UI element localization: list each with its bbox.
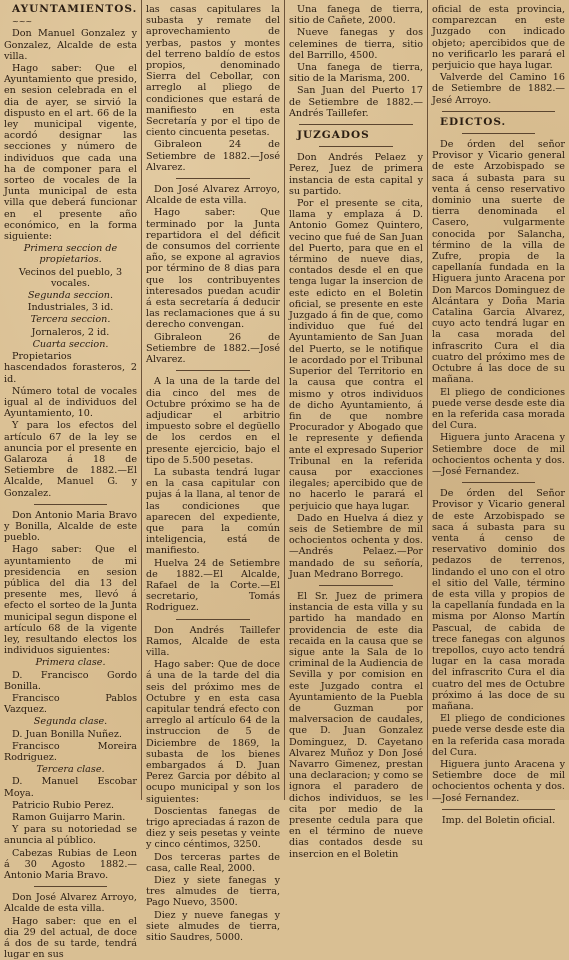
paragraph: Número total de vocales igual al de individuos del Ayuntamiento, 10. <box>4 385 137 420</box>
subsection-value: Industriales, 3 id. <box>27 302 114 314</box>
name-entry: D. Francisco Gordo Bonilla. <box>4 669 137 692</box>
paragraph: Gibraleon 24 de Setiembre de 1882.—José Alvarez. <box>146 139 280 173</box>
paragraph: Dos terceras partes de casa, calle Real, 2000. <box>146 851 280 874</box>
divider <box>319 585 393 586</box>
subsection-value: Jornaleros, 2 id. <box>31 326 110 338</box>
paragraph: Don Andrés Taillefer Ramos, Alcalde de esta villa. <box>146 624 280 658</box>
paragraph: Y para los efectos del artículo 67 de la ley se anuncia por el presente en Galaroza á 18 de Setiembre de 1882.—El Alcalde, Manuel G. y Gonzalez. <box>4 420 137 499</box>
paragraph: El Sr. Juez de primera instancia de esta villa y su partido ha mandado en providencia de este dia recaida en la causa que se sigue ante la Sala de lo criminal de la Audiencia de Sevilla y por comision en este Juzgado contra el Ayuntamiento de la Puebla de Guzman por malversacion de caudales, que D. Juan Gonzalez Dominguez, D. Cayetano Alvarez Muñoz y Don José Navarro Gimenez, prestan una declaracion; y como se ignora el paradero de dichos individuos, se les cita por medio de la presente cedula para que en el término de nueve dias contados desde su insercion en el Boletin <box>289 590 423 860</box>
paragraph: Hago saber: Que el ayuntamiento de mi presidencia en sesion pública del dia 13 del presente mes, llevó á efecto el sorteo de la Junta municipal segun dispone el artículo 68 de la vigente ley, resultando electos los individuos siguientes: <box>4 544 137 657</box>
paragraph: las casas capitulares la subasta y remate del aprovechamiento de yerbas, pastos y montes del terreno baldío de estos propios, denominado Sierra del Cebollar, con arreglo al pliego de condiciones que estará de manifiesto en esta Secretaría y por el tipo de ciento cincuenta pesetas. <box>146 4 280 139</box>
name-entry: D. Manuel Escobar Moya. <box>4 776 137 799</box>
name-entry: Francisco Moreira Rodriguez. <box>4 740 137 763</box>
column-4 <box>432 4 565 826</box>
paragraph: De órden del señor Provisor y Vicario general de este Arzobispado se saca á subasta para su venta á censo reservativo dominio una suerte de tierra denominada el Casero, vulgarmente conocida por Salancha, término de la villa de Zufre, propia de la capellanía fundada en la Higuera junto Aracena por Don Marcos Dominguez de Alcántara y Doña Maria Catalina Garcia Alvarez, cuyo acto tendrá lugar en la casa morada del infrascrito Cura el dia cuatro del próximo mes de Octubre á las doce de su mañana. <box>432 139 565 386</box>
paragraph: Diez y siete fanegas y tres almudes de tierra, Pago Nuevo, 3500. <box>146 875 280 909</box>
class-label: Primera clase. <box>35 657 106 669</box>
class-label: Segunda clase. <box>33 716 108 728</box>
paragraph: Nueve fanegas y dos celemines de tierra, sitio del Barrillo, 4500. <box>289 27 423 61</box>
paragraph: De órden del Señor Provisor y Vicario general de este Arzobispado se saca á subasta para su venta á censo de reservativo dominio dos pedazos de terrenos, lindando el uno con el otro el sitio del Valle, término de esta villa y propios de la capellanía fundada en la misma por Alonso Martín Pascual, de cabida de trece fanegas con algunos trepollos, cuyo acto tendrá lugar en la casa morada del infrascrito Cura el dia cuatro del mes de Octubre próximo á las doce de su mañana. <box>432 488 565 712</box>
column-2 <box>146 4 280 944</box>
subsection-value: Propietarios hascendados forasteros, 2 id. <box>4 351 137 385</box>
paragraph: Una fanega de tierra, sitio de Cañete, 2000. <box>289 4 423 27</box>
paragraph: oficial de esta provincia, comparezcan en este Juzgado con indicado objeto; apercibidos que de no verificarlo les parará el perjuicio que haya lugar. <box>432 4 565 72</box>
divider <box>319 146 393 147</box>
divider <box>442 111 555 112</box>
class-label: Tercera clase. <box>36 764 105 776</box>
divider <box>34 886 107 887</box>
paragraph: Higuera junto Aracena y Setiembre doce de mil ochocientos ochenta y dos.—José Fernandez. <box>432 759 565 804</box>
paragraph: Hago saber: que en el dia 29 del actual, de doce á dos de su tarde, tendrá lugar en sus <box>4 915 137 960</box>
subsection-value: Vecinos del pueblo, 3 vocales. <box>18 266 123 289</box>
paragraph: Valverde del Camino 16 de Setiembre de 1882.—Jesé Arroyo. <box>432 72 565 106</box>
paragraph: Hago saber: Que el Ayuntamiento que presido, en sesion celebrada en el dia de ayer, se sirvió la dispusto en el art. 66 de la ley municipal vigente, acordó designar las secciones y número de individuos que cada una ha de componer para el sorteo de vocales de la Junta municipal de esta villa que deberá funcionar en el presente año económico, en la forma siguiente: <box>4 63 137 243</box>
paragraph: Cabezas Rubias de Leon á 30 Agosto 1882.—Antonio Maria Bravo. <box>4 847 137 882</box>
divider <box>462 133 535 134</box>
paragraph: Don Andrés Pelaez y Perez, Juez de primera instancia de esta capital y su partido. <box>289 152 423 197</box>
column-rule <box>284 0 285 800</box>
name-entry: Ramon Guijarro Marin. <box>12 812 126 824</box>
divider <box>442 809 555 810</box>
paragraph: San Juan del Puerto 17 de Setiembre de 1882.—Andrés Taillefer. <box>289 85 423 119</box>
name-entry: Francisco Pablos Vazquez. <box>4 692 137 716</box>
paragraph: Huelva 24 de Setiembre de 1882.—El Alcalde, Rafael de la Corte.—El secretario, Tomás Rodriguez. <box>146 557 280 614</box>
paragraph: Dado en Huelva á diez y seis de Setiembre de mil ochocientos ochenta y dos.—Andrés Pelaez.—Por mandado de su señoría, Juan Medrano Borrego. <box>289 512 423 580</box>
paragraph: Higuera junto Aracena y Setiembre doce de mil ochocientos ochenta y dos.—José Fernandez. <box>432 432 565 477</box>
paragraph: Gibraleon 26 de Setiembre de 1882.—José Alvarez. <box>146 331 280 366</box>
paragraph: Hago saber: Que terminado por la Junta repartidora el del déficit de consumos del corriente año, se expone al agravios por término de 8 dias para que los contribuyentes interesados puedan acudir á esta secretaría á deducir las reclamaciones que á su derecho convengan. <box>146 207 280 331</box>
divider <box>299 124 413 125</box>
name-entry: D. Juan Bonilla Nuñez. <box>12 728 122 740</box>
divider <box>34 504 107 505</box>
paragraph: Don Manuel Gonzalez y Gonzalez, Alcalde de esta villa. <box>4 28 137 62</box>
paragraph: Hago saber: Que de doce á una de la tarde del dia seis del próximo mes de Octubre y en esta casa capitular tendrá efecto con arreglo al artículo 64 de la instruccion de 5 de Diciembre de 1869, la subasta de los bienes embargados á D. Juan Perez Garcia por débito al ocupo municipal y son los siguientes: <box>146 659 280 805</box>
section-heading-ayuntamientos: AYUNTAMIENTOS. <box>12 3 138 15</box>
paragraph: Don Antonio Maria Bravo y Bonilla, Alcalde de este pueblo. <box>4 509 137 544</box>
paragraph: Don José Alvarez Arroyo, Alcalde de esta villa. <box>4 892 137 915</box>
paragraph: El pliego de condiciones puede verse desde este dia en la referida casa morada del Cura. <box>432 386 565 432</box>
name-entry: Patricio Rubio Perez. <box>12 799 115 811</box>
divider <box>176 370 250 371</box>
paragraph: Don José Alvarez Arroyo, Alcalde de esta villa. <box>146 184 280 207</box>
paragraph: La subasta tendrá lugar en la casa capitular con pujas á la llana, al tenor de las condiciones que aparecen del expediente, que para la común inteligencia, está de manifiesto. <box>146 466 280 557</box>
subsection-label: Segunda seccion. <box>27 290 114 302</box>
subsection-label: Primera seccion de propietarios. <box>23 243 118 266</box>
divider <box>176 178 250 179</box>
column-rule <box>141 0 142 800</box>
paragraph: Y para su notoriedad se anuncia al público. <box>4 824 137 847</box>
paragraph: Una fanega de tierra, sitio de la Marisma, 200. <box>289 62 423 85</box>
column-3 <box>289 4 423 860</box>
column-rule <box>427 0 428 800</box>
subsection-label: Cuarta seccion. <box>32 338 109 350</box>
section-heading-juzgados: JUZGADOS <box>297 129 370 142</box>
column-1 <box>4 3 138 960</box>
divider <box>462 482 535 483</box>
paragraph: Diez y nueve fanegas y siete almudes de tierra, sitio Saudres, 5000. <box>146 909 280 944</box>
subsection-label: Tercera seccion. <box>30 314 111 326</box>
paragraph: Por el presente se cita, llama y emplaza á D. Antonio Gomez Quintero, vecino que fué de San Juan del Puerto, para que en el término de nueve dias, contados desde el en que tenga lugar la insercion de este edicto en el Boletin oficial, se presente en este Juzgado á fin de que, como individuo que fué del Ayuntamiento de San Juan del Puerto, se le notifique le acordado por el Tribunal Superior del Territorio en la causa que contra el mismo y otros individuos de dicho Ayuntamiento, á fin de que nombre Procurador y Abogado que le represente y defienda ante el expresado Superior Tribunal en la referida causa por exacciones ilegales; apercibido que de no hacerlo le parará el perjuicio que haya lugar. <box>289 198 423 512</box>
section-heading-edictos: EDICTOS. <box>440 115 507 128</box>
paragraph: Doscientas fanegas de trigo apreciadas á razon de diez y seis pesetas y veinte y cinco céntimos, 3250. <box>146 805 280 851</box>
printer-footer: Imp. del Boletin oficial. <box>441 814 556 826</box>
ornament: ~~~ <box>12 17 33 27</box>
divider <box>176 619 250 620</box>
paragraph: El pliego de condiciones puede verse desde este dia en la referida casa morada del Cura. <box>432 713 565 758</box>
paragraph: A la una de la tarde del dia cinco del mes de Octubre próximo se ha de adjudicar el arbitrio impuesto sobre el degüello de los cerdos en el presente ejercicio, bajo el tipo de 5.500 pesetas. <box>146 376 280 466</box>
